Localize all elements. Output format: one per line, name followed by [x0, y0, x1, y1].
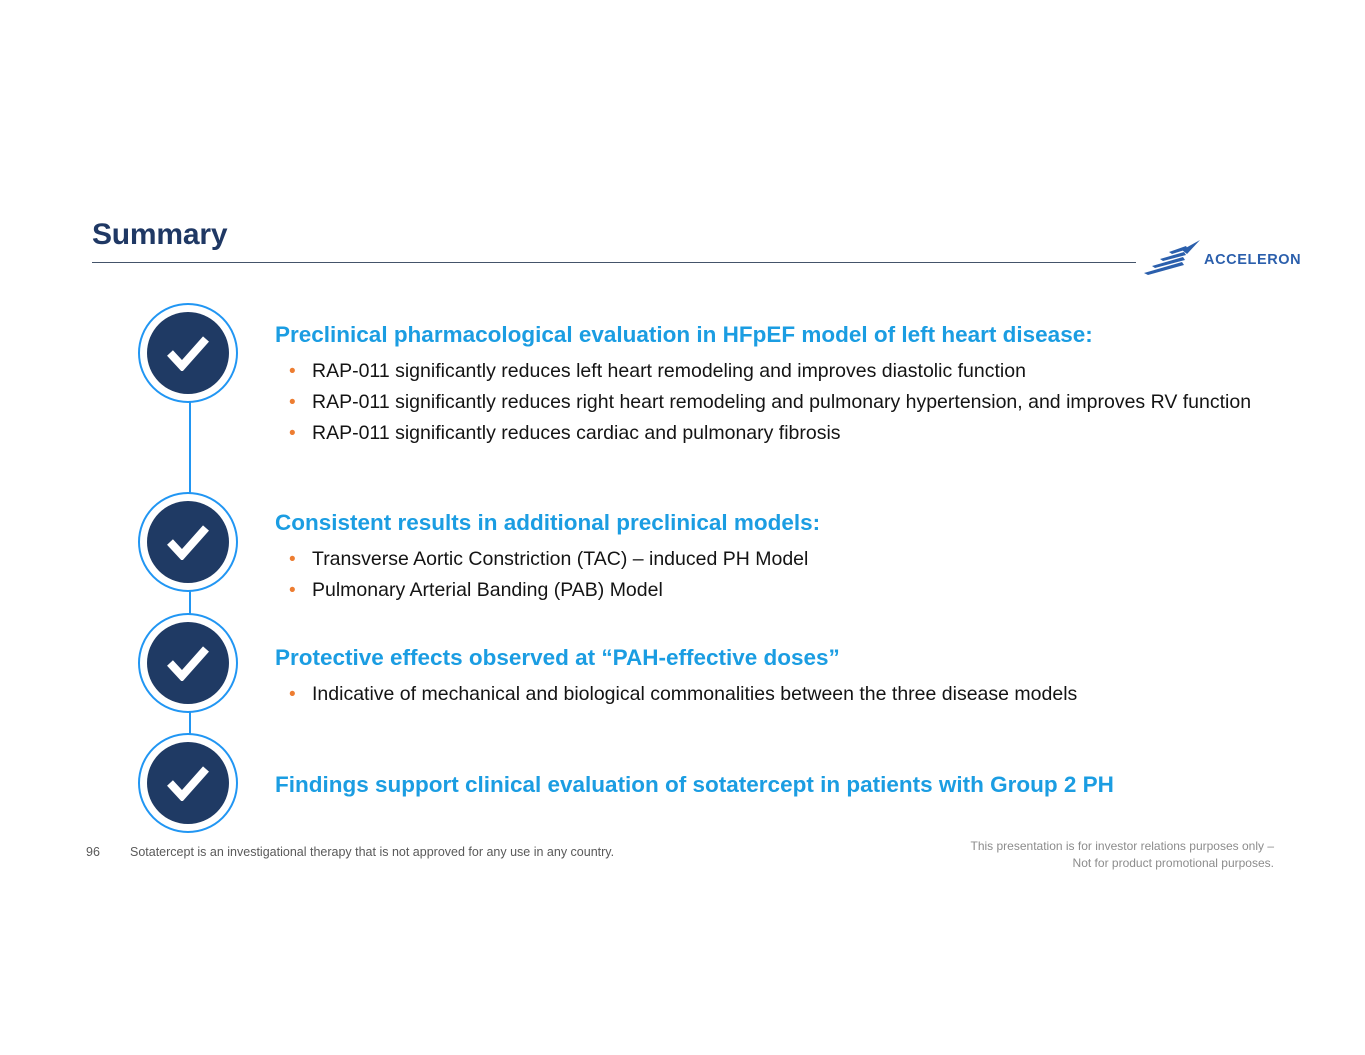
section-heading: Consistent results in additional preclinical models: — [275, 510, 821, 535]
logo-wordmark: ACCELERON — [1204, 251, 1302, 268]
acceleron-logo — [1144, 238, 1301, 281]
section-protective-effects — [275, 643, 1260, 710]
bullet-item — [275, 418, 1260, 449]
section-findings — [275, 770, 1260, 800]
footer-investor-note — [971, 838, 1275, 872]
check-node-3 — [138, 613, 238, 713]
bullet-dot-icon: • — [289, 684, 296, 705]
bullet-list — [275, 679, 1260, 710]
page-number: 96 — [86, 845, 100, 859]
check-icon — [147, 742, 229, 824]
bullet-item — [275, 387, 1260, 418]
check-node-4 — [138, 733, 238, 833]
footer-investor-note-line2: Not for product promotional purposes. — [1072, 856, 1274, 870]
section-additional-models — [275, 508, 1260, 606]
bullet-item — [275, 356, 1260, 387]
bullet-text: Pulmonary Arterial Banding (PAB) Model — [312, 579, 663, 601]
check-icon — [147, 312, 229, 394]
bullet-text: RAP-011 significantly reduces cardiac and pulmonary fibrosis — [312, 422, 841, 444]
bullet-text: Indicative of mechanical and biological commonalities between the three disease models — [312, 683, 1078, 705]
bullet-dot-icon: • — [289, 361, 296, 382]
bullet-item — [275, 575, 1260, 606]
bullet-text: RAP-011 significantly reduces left heart remodeling and improves diastolic function — [312, 360, 1026, 382]
footer-disclaimer: Sotatercept is an investigational therapy that is not approved for any use in any country. — [130, 845, 615, 859]
check-icon — [147, 501, 229, 583]
footer-investor-note-line1: This presentation is for investor relations purposes only – — [970, 839, 1274, 853]
section-preclinical-hfpef — [275, 320, 1260, 449]
logo-swoosh-icon — [1144, 238, 1202, 281]
section-heading: Preclinical pharmacological evaluation in HFpEF model of left heart disease: — [275, 322, 1093, 347]
check-icon — [147, 622, 229, 704]
bullet-dot-icon: • — [289, 580, 296, 601]
check-node-2 — [138, 492, 238, 592]
section-heading: Findings support clinical evaluation of sotatercept in patients with Group 2 PH — [275, 772, 1114, 797]
bullet-item — [275, 679, 1260, 710]
bullet-text: RAP-011 significantly reduces right heart remodeling and pulmonary hypertension, and improves RV function — [312, 391, 1252, 413]
bullet-dot-icon: • — [289, 392, 296, 413]
title-underline — [92, 262, 1136, 263]
bullet-dot-icon: • — [289, 423, 296, 444]
bullet-text: Transverse Aortic Constriction (TAC) – induced PH Model — [312, 548, 809, 570]
bullet-dot-icon: • — [289, 549, 296, 570]
section-heading: Protective effects observed at “PAH-effective doses” — [275, 645, 840, 670]
page-title: Summary — [92, 218, 228, 251]
bullet-list — [275, 544, 1260, 606]
check-node-1 — [138, 303, 238, 403]
bullet-item — [275, 544, 1260, 575]
bullet-list — [275, 356, 1260, 449]
